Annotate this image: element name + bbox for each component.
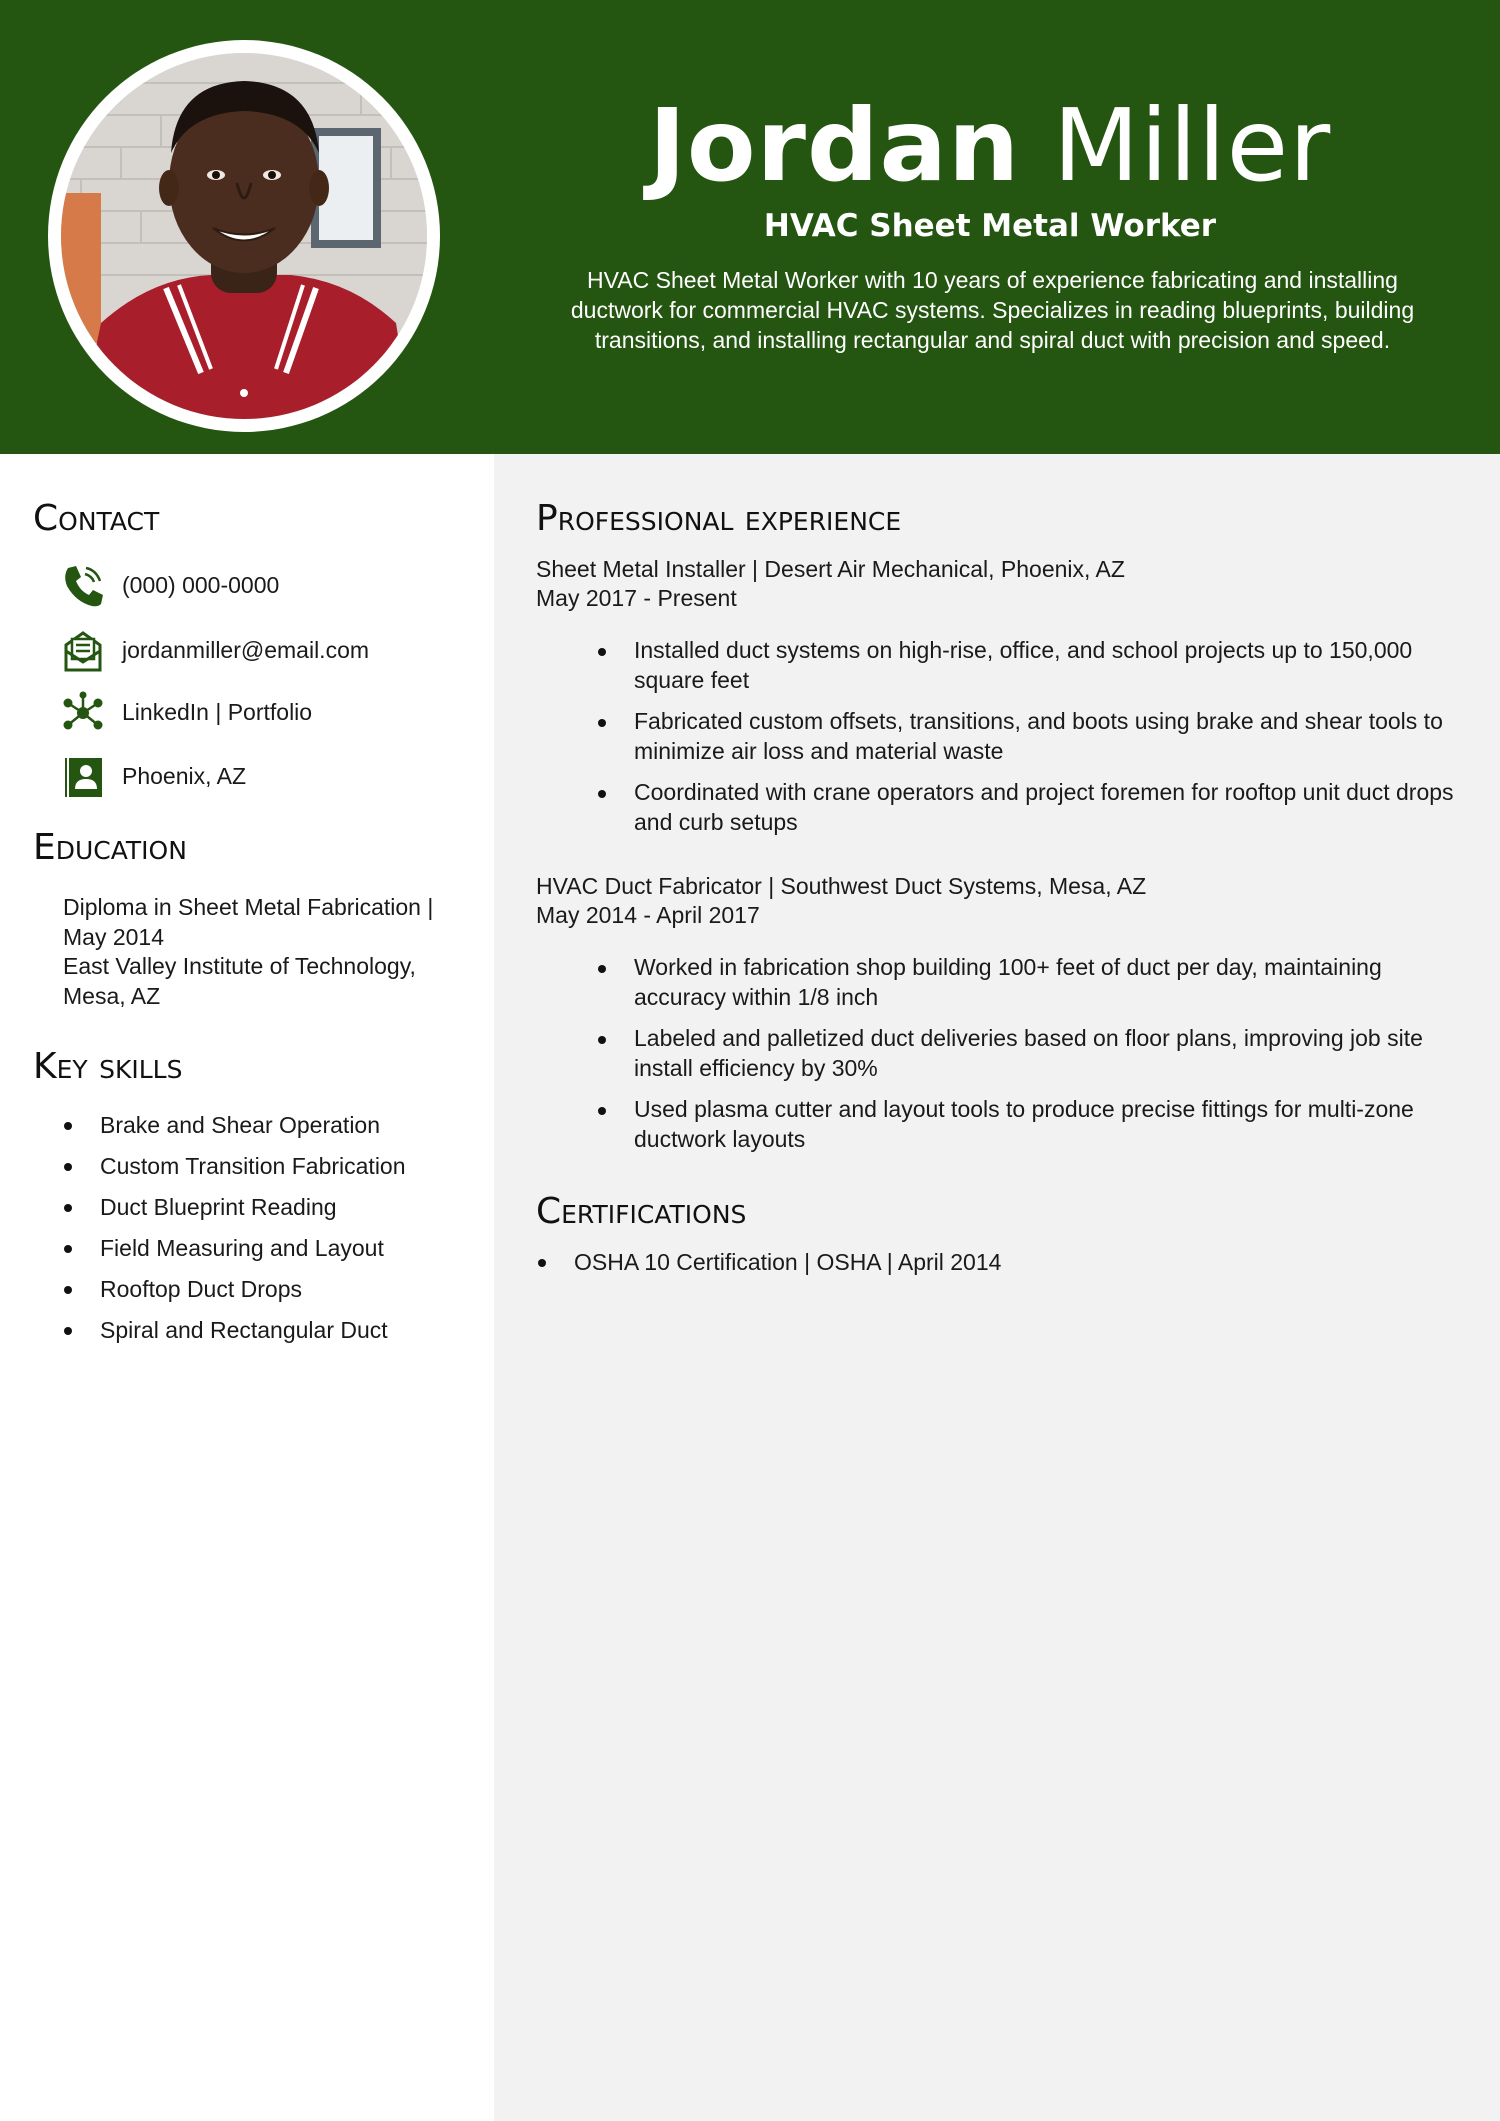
job-1-header [536,555,1436,613]
skill-item: Rooftop Duct Drops [62,1274,482,1315]
skill-item: Brake and Shear Operation [62,1110,482,1151]
certifications-list [536,1247,1436,1277]
job-bullet: Fabricated custom offsets, transitions, and boots using brake and shear tools to minimize air loss and material waste [596,707,1456,766]
job-bullet: Used plasma cutter and layout tools to produce precise fittings for multi-zone ductwork layouts [596,1095,1456,1154]
job-bullet: Installed duct systems on high-rise, office, and school projects up to 150,000 square feet [596,636,1456,695]
location: Phoenix, AZ [122,763,247,789]
candidate-name [560,86,1420,206]
job-2-header [536,872,1436,930]
job-title: HVAC Sheet Metal Worker [763,208,1217,244]
contact-email [62,629,482,673]
contact-card-icon [62,755,104,799]
profile-photo [61,53,427,419]
certification-item: OSHA 10 Certification | OSHA | April 2014 [536,1247,1436,1277]
email-address[interactable]: jordanmiller@email.com [122,637,370,663]
job-2-title: HVAC Duct Fabricator | Southwest Duct Systems, Mesa, AZ [536,873,1147,899]
job-bullet: Coordinated with crane operators and project foremen for rooftop unit duct drops and curb setups [596,778,1456,837]
job-1-title: Sheet Metal Installer | Desert Air Mechanical, Phoenix, AZ [536,556,1125,582]
skills-list [62,1110,482,1356]
education-heading: Education [33,827,187,868]
certifications-heading: Certifications [536,1191,747,1232]
contact-links [62,691,482,735]
skill-item: Custom Transition Fabrication [62,1151,482,1192]
job-1-dates: May 2017 - Present [536,585,737,611]
education-degree: Diploma in Sheet Metal Fabrication | May 2014 [63,894,434,950]
job-bullet: Labeled and palletized duct deliveries based on floor plans, improving job site install efficiency by 30% [596,1024,1456,1083]
contact-phone [62,564,482,608]
profile-photo-frame [48,40,440,432]
resume-header [0,0,1500,454]
last-name: Miller [1053,87,1332,204]
skills-heading: Key skills [33,1046,183,1087]
experience-heading: Professional experience [536,498,902,539]
job-2-dates: May 2014 - April 2017 [536,902,760,928]
job-1-bullets [596,636,1456,849]
contact-heading: Contact [33,498,160,539]
linkedin-portfolio-links[interactable]: LinkedIn | Portfolio [122,699,313,725]
network-icon [62,691,104,735]
skill-item: Field Measuring and Layout [62,1233,482,1274]
first-name: Jordan [648,87,1021,204]
contact-location [62,755,482,799]
education-school: East Valley Institute of Technology, Mesa, AZ [63,953,416,1009]
phone-number[interactable]: (000) 000-0000 [122,572,280,598]
job-bullet: Worked in fabrication shop building 100+ feet of duct per day, maintaining accuracy within 1/8 inch [596,953,1456,1012]
education-entry [63,893,463,1011]
skill-item: Spiral and Rectangular Duct [62,1315,482,1356]
phone-icon [62,564,104,608]
email-icon [62,629,104,673]
portrait-illustration [61,53,427,419]
skill-item: Duct Blueprint Reading [62,1192,482,1233]
job-2-bullets [596,953,1456,1166]
profile-summary: HVAC Sheet Metal Worker with 10 years of experience fabricating and installing ductwork for commercial HVAC systems. Specializes in reading blueprints, building transitions, and installing rectangular and spiral duct with precision and speed. [570,267,1415,353]
